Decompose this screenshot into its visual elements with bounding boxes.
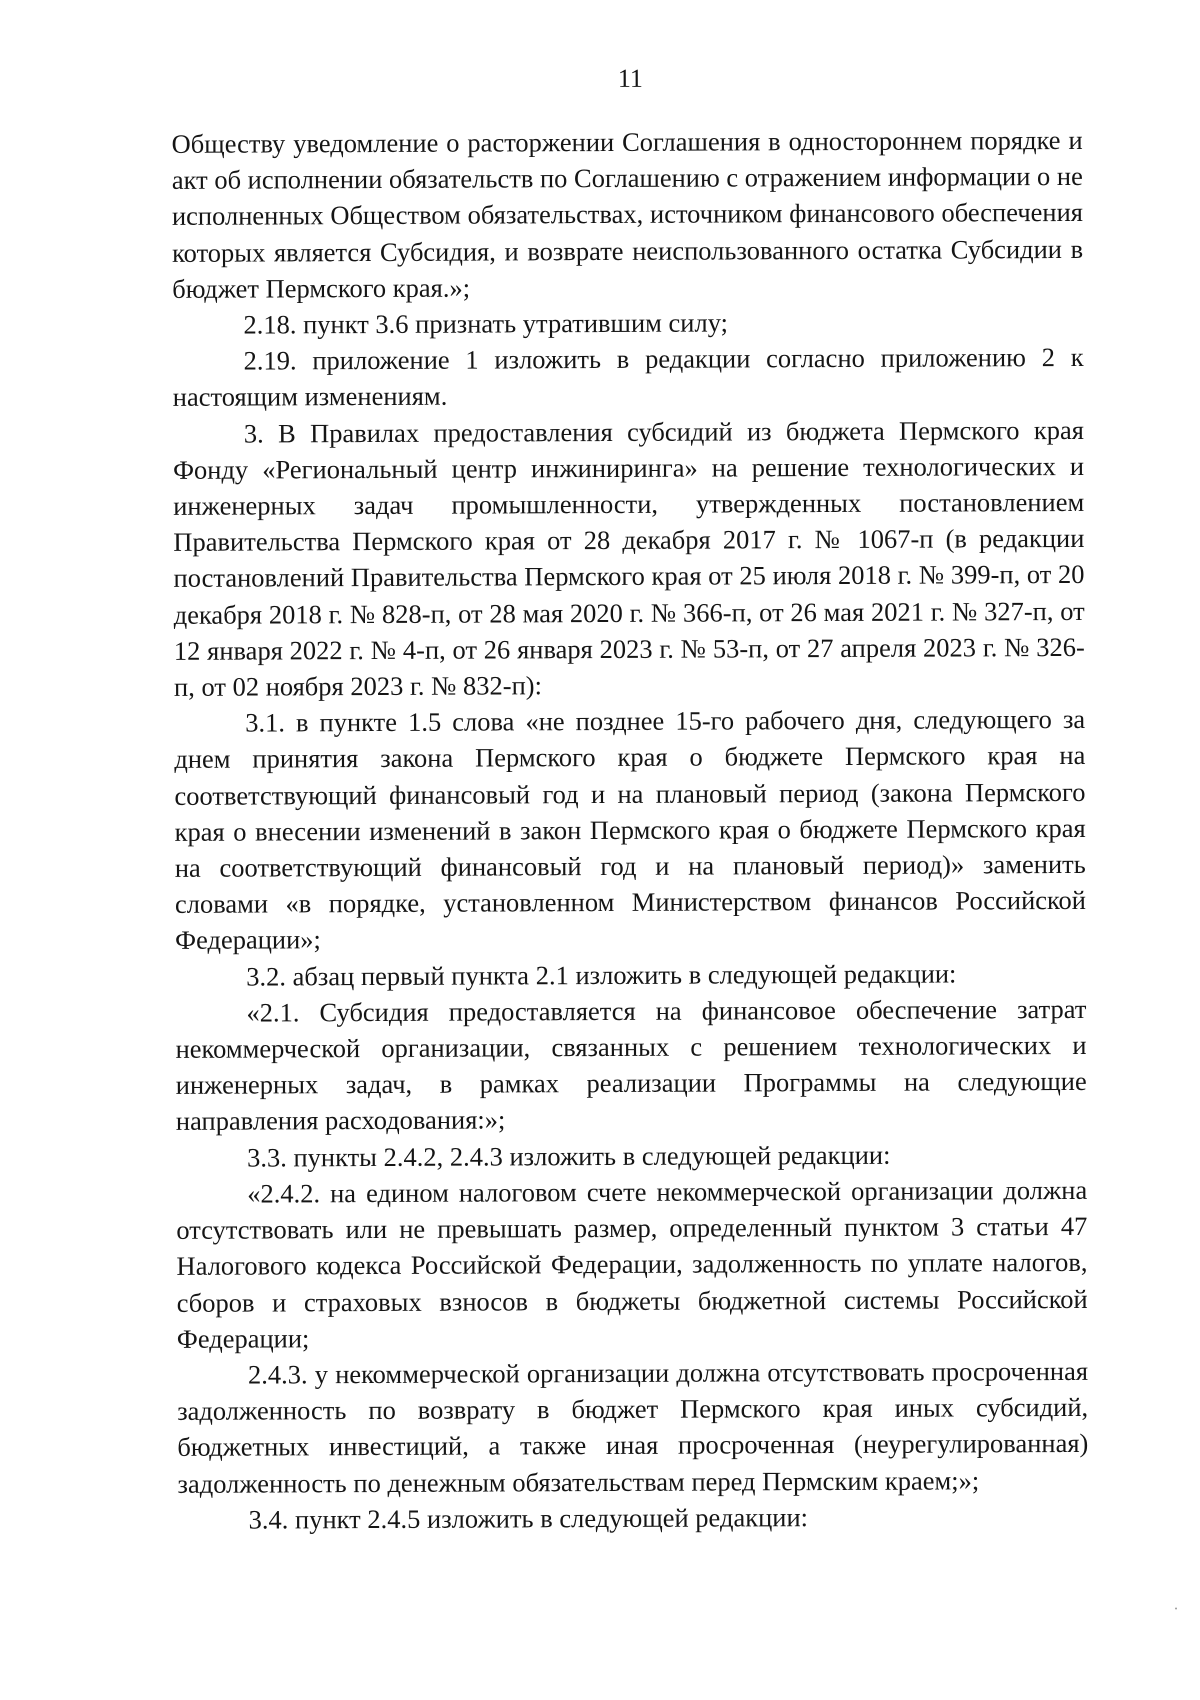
paragraph-2-19: 2.19. приложение 1 изложить в редакции согласно приложению 2 к настоящим изменениям. xyxy=(172,342,1084,413)
paragraph-quote-2-4-2: «2.4.2. на едином налоговом счете некоммерческой организации должна отсутствовать или не превышать размер, определенный пунктом 3 статьи 47 Налогового кодекса Российской Федерации, задолженность по уплате налогов, сборов и страховых взносов в бюджеты бюджетной системы Российской Федерации; xyxy=(176,1174,1088,1354)
scan-speck xyxy=(1175,1607,1177,1609)
paragraph-continuation: Обществу уведомление о расторжении Соглашения в одностороннем порядке и акт об исполнении обязательств по Соглашению с отражением информации о не исполненных Обществом обязательствах, источником финансового обеспечения которых является Субсидия, и возврате неиспользованного остатка Субсидии в бюджет Пермского края.»; xyxy=(171,124,1084,304)
paragraph-2-18: 2.18. пункт 3.6 признать утратившим силу; xyxy=(243,307,729,340)
paragraph-3-2: 3.2. абзац первый пункта 2.1 изложить в следующей редакции: xyxy=(246,958,957,992)
paragraph-3-1: 3.1. в пункте 1.5 слова «не позднее 15-го рабочего дня, следующего за днем принятия закона Пермского края о бюджете Пермского края на соответствующий финансовый год и на плановый период (закона Пермского края о внесении изменений в закон Пермского края о бюджете Пермского края на соответствующий финансовый год и на плановый период)» заменить словами «в порядке, установленном Министерством финансов Российской Федерации»; xyxy=(174,704,1086,956)
document-body xyxy=(172,122,1089,1538)
paragraph-3-3: 3.3. пункты 2.4.2, 2.4.3 изложить в следующей редакции: xyxy=(246,1139,891,1173)
paragraph-3: 3. В Правилах предоставления субсидий из бюджета Пермского края Фонду «Региональный центр инжиниринга» на решение технологических и инженерных задач промышленности, утвержденных постановлением Правительства Пермского края от 28 декабря 2017 г. № 1067-п (в редакции постановлений Правительства Пермского края от 25 июля 2018 г. № 399-п, от 20 декабря 2018 г. № 828-п, от 28 мая 2020 г. № 366-п, от 26 мая 2021 г. № 327-п, от 12 января 2022 г. № 4-п, от 26 января 2023 г. № 53-п, от 27 апреля 2023 г. № 326-п, от 02 ноября 2023 г. № 832-п): xyxy=(172,414,1085,702)
paragraph-quote-2-1: «2.1. Субсидия предоставляется на финансовое обеспечение затрат некоммерческой организации, связанных с решением технологических и инженерных задач, в рамках реализации Программы на следующие направления расходования:»; xyxy=(175,993,1087,1137)
paragraph-3-4: 3.4. пункт 2.4.5 изложить в следующей редакции: xyxy=(248,1501,809,1535)
page-number: 11 xyxy=(617,63,643,93)
paragraph-2-4-3: 2.4.3. у некоммерческой организации должна отсутствовать просроченная задолженность по возврату в бюджет Пермского края иных субсидий, бюджетных инвестиций, а также иная просроченная (неурегулированная) задолженность по денежным обязательствам перед Пермским краем;»; xyxy=(177,1355,1089,1499)
